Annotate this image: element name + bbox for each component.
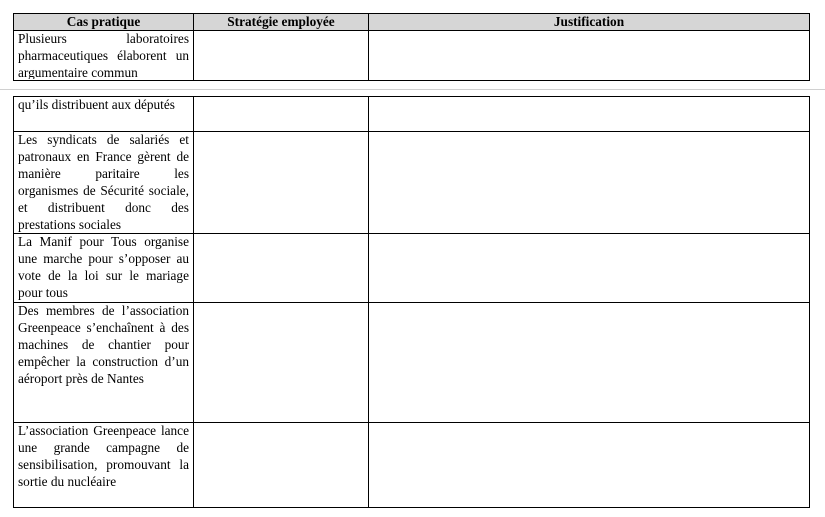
case-cell: [14, 234, 194, 303]
strategy-cell[interactable]: [194, 132, 369, 234]
case-text: L’association Greenpeace lance une grande campagne de sensibilisation, promouvant la sortie du nucléaire: [18, 423, 189, 490]
justification-cell[interactable]: [369, 132, 810, 234]
case-text: Des membres de l’association Greenpeace s’enchaînent à des machines de chantier pour empêcher la construction d’un aéroport près de Nantes: [18, 303, 189, 387]
table-row: [14, 97, 810, 132]
case-text: Plusieurs laboratoires pharmaceutiques élaborent un argumentaire commun: [18, 31, 189, 79]
table-row: [14, 234, 810, 303]
worksheet-table-top: [13, 13, 810, 81]
justification-cell[interactable]: [369, 234, 810, 303]
strategy-cell[interactable]: [194, 303, 369, 423]
justification-cell[interactable]: [369, 303, 810, 423]
page-break: [0, 89, 825, 90]
header-row: [14, 14, 810, 31]
case-cell: [14, 132, 194, 234]
header-strategy: Stratégie employée: [194, 14, 369, 31]
table-row: [14, 303, 810, 423]
case-text: qu’ils distribuent aux députés: [18, 97, 175, 112]
strategy-cell[interactable]: [194, 234, 369, 303]
strategy-cell[interactable]: [194, 97, 369, 132]
strategy-cell[interactable]: [194, 423, 369, 508]
strategy-cell[interactable]: [194, 31, 369, 81]
table-row: [14, 132, 810, 234]
justification-cell[interactable]: [369, 97, 810, 132]
case-cell: [14, 97, 194, 132]
table-row: [14, 31, 810, 81]
header-justification: Justification: [369, 14, 810, 31]
table-row: [14, 423, 810, 508]
case-cell: [14, 303, 194, 423]
justification-cell[interactable]: [369, 423, 810, 508]
case-cell: [14, 423, 194, 508]
case-text: Les syndicats de salariés et patronaux en France gèrent de manière paritaire les organismes de Sécurité sociale, et distribuent donc des prestations sociales: [18, 132, 189, 232]
worksheet-table-bottom: [13, 96, 810, 508]
justification-cell[interactable]: [369, 31, 810, 81]
case-text: La Manif pour Tous organise une marche pour s’opposer au vote de la loi sur le mariage pour tous: [18, 234, 189, 301]
header-case: Cas pratique: [14, 14, 194, 31]
case-cell: [14, 31, 194, 81]
